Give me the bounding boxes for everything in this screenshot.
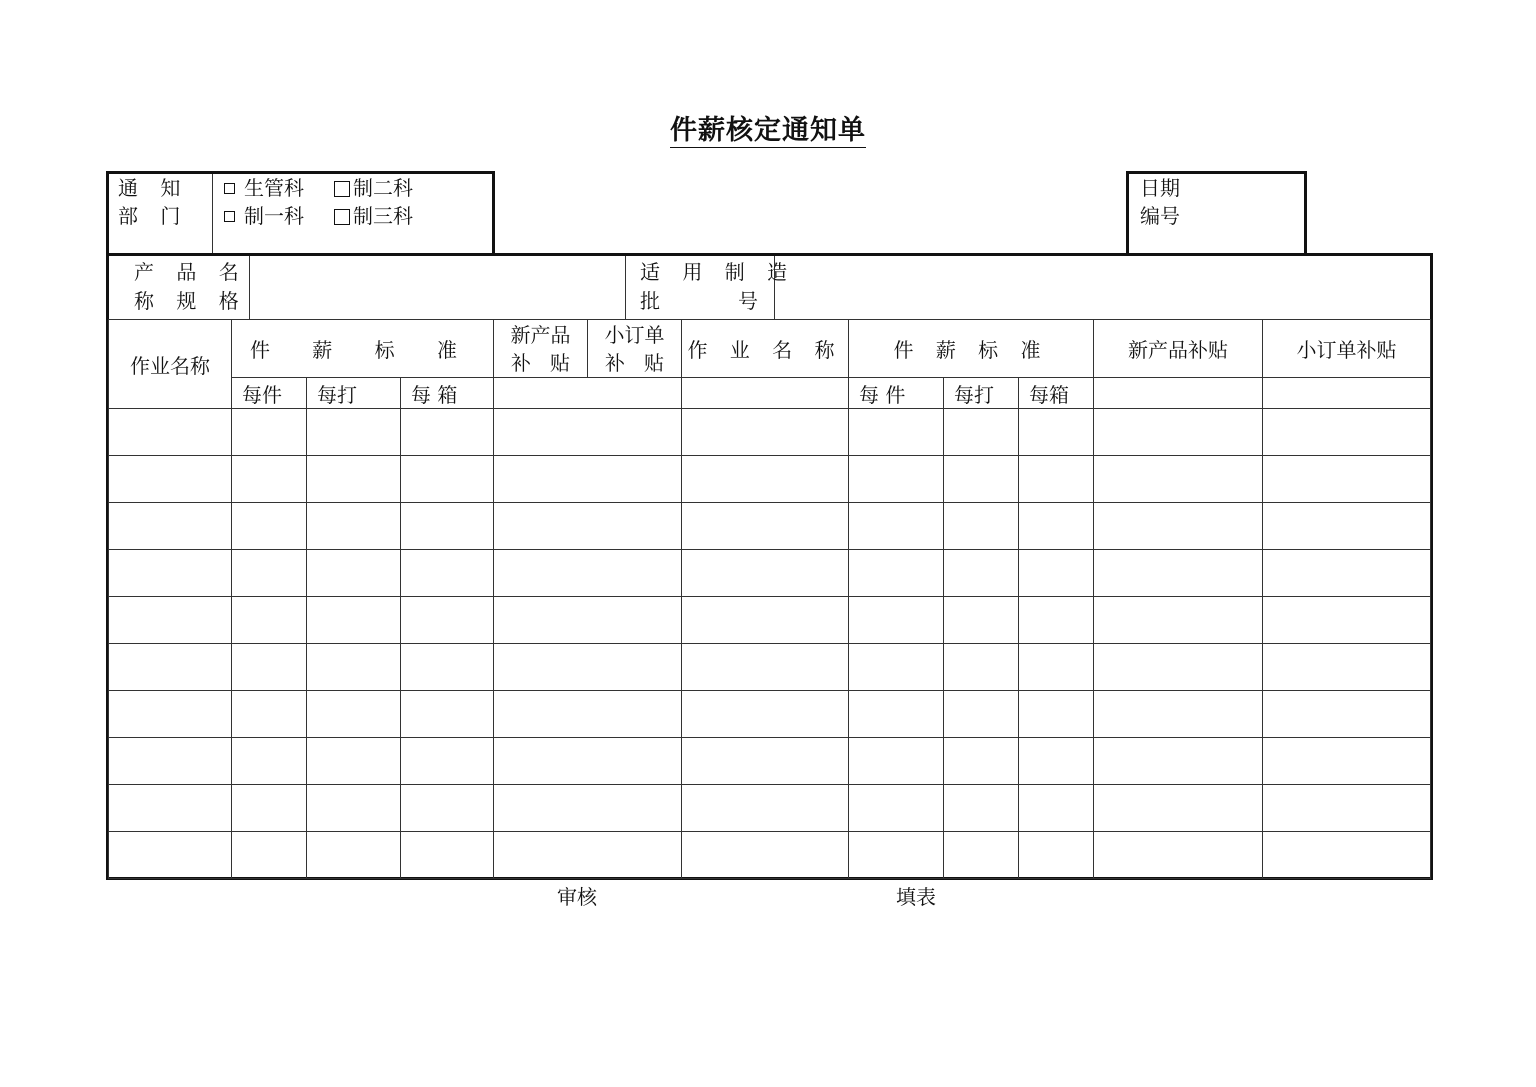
table-cell[interactable]	[944, 644, 1019, 691]
option-label: 制一科	[244, 204, 304, 228]
table-cell[interactable]	[494, 409, 682, 456]
table-cell[interactable]	[849, 644, 944, 691]
table-cell[interactable]	[682, 409, 849, 456]
product-label-line2: 称 规 格	[134, 289, 247, 313]
table-cell[interactable]	[1094, 644, 1263, 691]
header-piece-rate-standard: 件 薪 标 准	[232, 320, 494, 378]
table-cell[interactable]	[401, 738, 494, 785]
checkbox-icon[interactable]	[334, 181, 350, 197]
table-cell[interactable]	[109, 503, 232, 550]
table-cell[interactable]	[682, 597, 849, 644]
table-cell[interactable]	[1263, 409, 1431, 456]
table-cell[interactable]	[109, 597, 232, 644]
table-cell[interactable]	[307, 691, 401, 738]
table-cell[interactable]	[1094, 597, 1263, 644]
table-cell[interactable]	[109, 691, 232, 738]
header-job-name-right: 作 业 名 称	[682, 320, 849, 378]
table-cell[interactable]	[401, 456, 494, 503]
table-cell[interactable]	[944, 691, 1019, 738]
header-per-box: 每 箱	[401, 378, 494, 409]
product-name-field[interactable]	[251, 257, 624, 318]
product-label-line1: 产 品 名	[134, 260, 247, 284]
table-cell[interactable]	[494, 597, 682, 644]
header-small-order-subsidy-right: 小订单补贴	[1263, 320, 1431, 378]
notify-label-line2: 部 门	[118, 204, 189, 228]
table-cell[interactable]	[307, 597, 401, 644]
table-cell[interactable]	[682, 550, 849, 597]
table-cell[interactable]	[109, 456, 232, 503]
header-small-order-subsidy	[588, 320, 682, 378]
table-cell[interactable]	[307, 550, 401, 597]
table-cell[interactable]	[307, 644, 401, 691]
table-cell[interactable]	[1094, 503, 1263, 550]
table-cell[interactable]	[401, 597, 494, 644]
form-title-text: 件薪核定通知单	[670, 115, 866, 146]
batch-label-line2-a: 批	[640, 289, 660, 313]
option-section-one[interactable]	[224, 202, 304, 230]
table-cell[interactable]	[401, 644, 494, 691]
table-row	[109, 409, 1431, 456]
table-row	[109, 503, 1431, 550]
table-cell[interactable]	[232, 785, 307, 832]
header-piece-rate-standard-right: 件 薪 标 准	[849, 320, 1094, 378]
table-cell[interactable]	[849, 503, 944, 550]
table-cell[interactable]	[494, 644, 682, 691]
table-row	[109, 456, 1431, 503]
header-new-product-subsidy	[494, 320, 588, 378]
option-section-three[interactable]	[334, 202, 413, 230]
table-cell[interactable]	[849, 832, 944, 879]
table-cell[interactable]	[944, 550, 1019, 597]
header-blank	[1094, 378, 1263, 409]
checkbox-icon[interactable]	[334, 209, 350, 225]
table-cell[interactable]	[1019, 644, 1094, 691]
option-label: 制三科	[353, 204, 413, 228]
table-cell[interactable]	[1263, 503, 1431, 550]
option-production-control[interactable]	[224, 174, 304, 202]
table-cell[interactable]	[232, 503, 307, 550]
table-cell[interactable]	[494, 456, 682, 503]
table-cell[interactable]	[849, 738, 944, 785]
option-label: 生管科	[244, 176, 304, 200]
table-cell[interactable]	[1094, 832, 1263, 879]
table-cell[interactable]	[944, 832, 1019, 879]
table-row	[109, 597, 1431, 644]
table-cell[interactable]	[944, 409, 1019, 456]
table-cell[interactable]	[682, 832, 849, 879]
date-label: 日期	[1140, 176, 1180, 200]
table-cell[interactable]	[1263, 550, 1431, 597]
checkbox-icon[interactable]	[224, 211, 235, 222]
table-cell[interactable]	[401, 503, 494, 550]
table-cell[interactable]	[849, 409, 944, 456]
option-label: 制二科	[353, 176, 413, 200]
table-cell[interactable]	[682, 644, 849, 691]
table-cell[interactable]	[1263, 456, 1431, 503]
table-cell[interactable]	[494, 738, 682, 785]
table-cell[interactable]	[232, 832, 307, 879]
table-cell[interactable]	[849, 597, 944, 644]
table-cell[interactable]	[494, 550, 682, 597]
table-cell[interactable]	[109, 738, 232, 785]
table-cell[interactable]	[1019, 409, 1094, 456]
batch-number-field[interactable]	[776, 257, 1429, 318]
header-line: 新产品	[510, 322, 571, 347]
table-cell[interactable]	[232, 456, 307, 503]
table-cell[interactable]	[1094, 785, 1263, 832]
table-row	[109, 738, 1431, 785]
table-cell[interactable]	[232, 644, 307, 691]
product-divider-2	[625, 256, 626, 319]
header-subsidy-blank	[494, 378, 682, 409]
table-cell[interactable]	[1263, 644, 1431, 691]
table-cell[interactable]	[109, 785, 232, 832]
form-title	[0, 108, 1536, 147]
table-cell[interactable]	[307, 409, 401, 456]
header-per-piece-right: 每 件	[849, 378, 944, 409]
header-per-piece: 每件	[232, 378, 307, 409]
table-cell[interactable]	[849, 456, 944, 503]
header-job-name: 作业名称	[109, 320, 232, 409]
table-cell[interactable]	[1094, 691, 1263, 738]
table-cell[interactable]	[401, 785, 494, 832]
table-cell[interactable]	[401, 409, 494, 456]
header-line: 补 贴	[604, 350, 665, 375]
header-blank	[1263, 378, 1431, 409]
table-cell[interactable]	[1263, 738, 1431, 785]
table-cell[interactable]	[401, 832, 494, 879]
table-cell[interactable]	[307, 503, 401, 550]
table-row	[109, 785, 1431, 832]
table-cell[interactable]	[109, 832, 232, 879]
table-cell[interactable]	[1019, 456, 1094, 503]
table-cell[interactable]	[1019, 550, 1094, 597]
table-cell[interactable]	[682, 503, 849, 550]
table-cell[interactable]	[1263, 832, 1431, 879]
table-row	[109, 832, 1431, 879]
table-cell[interactable]	[849, 785, 944, 832]
piece-rate-table	[108, 319, 1431, 879]
table-cell[interactable]	[849, 550, 944, 597]
table-row	[109, 550, 1431, 597]
table-cell[interactable]	[307, 785, 401, 832]
table-cell[interactable]	[1263, 691, 1431, 738]
table-cell[interactable]	[682, 691, 849, 738]
batch-label-line1: 适 用 制 造	[640, 260, 796, 284]
header-new-product-subsidy-right: 新产品补贴	[1094, 320, 1263, 378]
batch-label-line2-b: 号	[738, 289, 758, 313]
table-cell[interactable]	[401, 550, 494, 597]
table-cell[interactable]	[682, 456, 849, 503]
table-cell[interactable]	[494, 691, 682, 738]
table-cell[interactable]	[109, 409, 232, 456]
header-line: 补 贴	[510, 350, 571, 375]
table-cell[interactable]	[232, 409, 307, 456]
checkbox-icon[interactable]	[224, 183, 235, 194]
table-cell[interactable]	[401, 691, 494, 738]
table-cell[interactable]	[1094, 550, 1263, 597]
table-cell[interactable]	[109, 644, 232, 691]
notify-label-line1: 通 知	[118, 176, 189, 200]
footer-fill: 填表	[896, 885, 936, 909]
table-cell[interactable]	[944, 503, 1019, 550]
notify-divider	[212, 174, 213, 254]
table-cell[interactable]	[1263, 597, 1431, 644]
table-cell[interactable]	[232, 691, 307, 738]
table-cell[interactable]	[1019, 691, 1094, 738]
header-job-blank	[682, 378, 849, 409]
header-per-box-right: 每箱	[1019, 378, 1094, 409]
table-cell[interactable]	[1019, 832, 1094, 879]
table-cell[interactable]	[1094, 409, 1263, 456]
footer-review: 审核	[557, 885, 597, 909]
table-cell[interactable]	[944, 785, 1019, 832]
header-line: 小订单	[604, 322, 665, 347]
table-cell[interactable]	[307, 832, 401, 879]
table-cell[interactable]	[1094, 738, 1263, 785]
table-cell[interactable]	[1019, 597, 1094, 644]
table-cell[interactable]	[494, 785, 682, 832]
table-cell[interactable]	[232, 738, 307, 785]
option-section-two[interactable]	[334, 174, 413, 202]
header-per-dozen: 每打	[307, 378, 401, 409]
table-cell[interactable]	[1263, 785, 1431, 832]
table-cell[interactable]	[1094, 456, 1263, 503]
table-cell[interactable]	[682, 738, 849, 785]
table-cell[interactable]	[307, 738, 401, 785]
table-cell[interactable]	[849, 691, 944, 738]
table-cell[interactable]	[1019, 738, 1094, 785]
table-cell[interactable]	[109, 550, 232, 597]
number-label: 编号	[1140, 204, 1180, 228]
table-cell[interactable]	[232, 597, 307, 644]
table-cell[interactable]	[494, 503, 682, 550]
product-divider-1	[249, 256, 250, 319]
header-per-dozen-right: 每打	[944, 378, 1019, 409]
table-cell[interactable]	[232, 550, 307, 597]
table-cell[interactable]	[494, 832, 682, 879]
table-cell[interactable]	[307, 456, 401, 503]
table-cell[interactable]	[944, 597, 1019, 644]
table-row	[109, 644, 1431, 691]
table-cell[interactable]	[944, 456, 1019, 503]
table-body	[109, 409, 1431, 879]
table-row	[109, 691, 1431, 738]
table-cell[interactable]	[682, 785, 849, 832]
table-cell[interactable]	[1019, 503, 1094, 550]
table-cell[interactable]	[944, 738, 1019, 785]
table-cell[interactable]	[1019, 785, 1094, 832]
